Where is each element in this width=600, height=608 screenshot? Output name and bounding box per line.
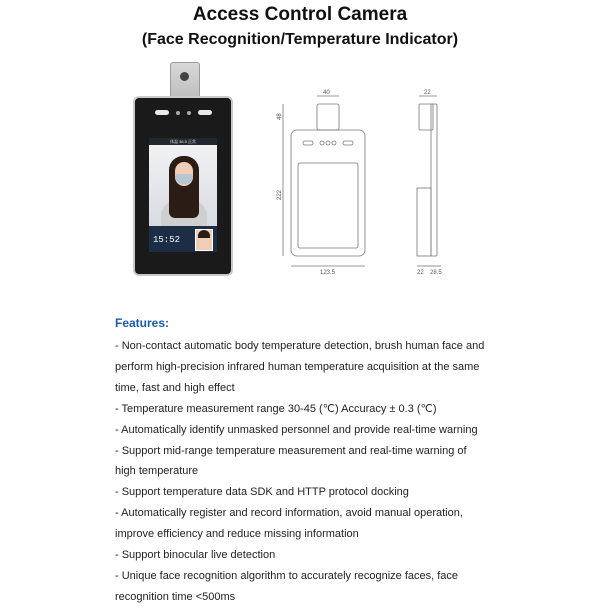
front-lens-left [320, 141, 324, 145]
camera-lens-icon [187, 111, 191, 115]
side-label-top: 22 [424, 90, 431, 96]
camera-lens-icon [176, 111, 180, 115]
screen-footer [149, 226, 217, 252]
device-screen [149, 138, 217, 252]
front-screen-outline [298, 163, 358, 248]
captured-face-thumbnail [195, 229, 213, 251]
side-view [417, 96, 441, 266]
side-body-outline [431, 104, 437, 256]
device-photo [133, 62, 233, 276]
ir-light-left [155, 110, 169, 115]
front-sensor-outline [317, 104, 339, 130]
front-view [283, 96, 365, 266]
feature-item: - Temperature measurement range 30-45 (℃) Accuracy ± 0.3 (℃) [115, 402, 437, 415]
feature-item: - Automatically register and record information, avoid manual operation, improve efficiency and reduce missing information [115, 507, 463, 541]
front-lens-right [332, 141, 336, 145]
dim-label-sensor-height: 48 [277, 113, 283, 120]
dimension-drawing [273, 88, 473, 280]
front-ir-left [303, 141, 313, 145]
feature-item: - Automatically identify unmasked personnel and provide real-time warning [115, 423, 478, 436]
temperature-sensor [170, 62, 200, 98]
side-label-right: 28.5 [430, 270, 442, 276]
front-body-outline [291, 130, 365, 256]
dim-label-top-width: 40 [323, 90, 330, 96]
camera-row [135, 110, 231, 115]
page-subtitle: (Face Recognition/Temperature Indicator) [141, 31, 459, 48]
ir-light-right [198, 110, 212, 115]
feature-item: - Unique face recognition algorithm to accurately recognize faces, face recognition time <500ms [115, 569, 459, 603]
page-title: Access Control Camera [192, 4, 408, 25]
side-bracket-outline [417, 188, 431, 256]
features-list [115, 336, 485, 608]
dimension-drawing-svg [273, 88, 473, 280]
screen-status-bar: 体温 36.5 正常 [149, 138, 217, 145]
device-bezel [133, 96, 233, 276]
side-label-left: 22 [417, 270, 424, 276]
feature-item: - Non-contact automatic body temperature detection, brush human face and perform high-precision infrared human temperature acquisition at the same time, fast and high effect [115, 340, 485, 394]
feature-item: - Support temperature data SDK and HTTP protocol docking [115, 486, 409, 499]
dim-label-height: 222 [277, 189, 283, 200]
dim-label-width: 123.5 [320, 270, 336, 276]
front-lens-middle [326, 141, 330, 145]
feature-item: - Support mid-range temperature measurement and real-time warning of high temperature [115, 444, 467, 478]
front-ir-right [343, 141, 353, 145]
screen-clock: 15:52 [153, 235, 181, 245]
feature-item: - Support binocular live detection [115, 549, 276, 562]
features-heading: Features: [115, 316, 170, 330]
